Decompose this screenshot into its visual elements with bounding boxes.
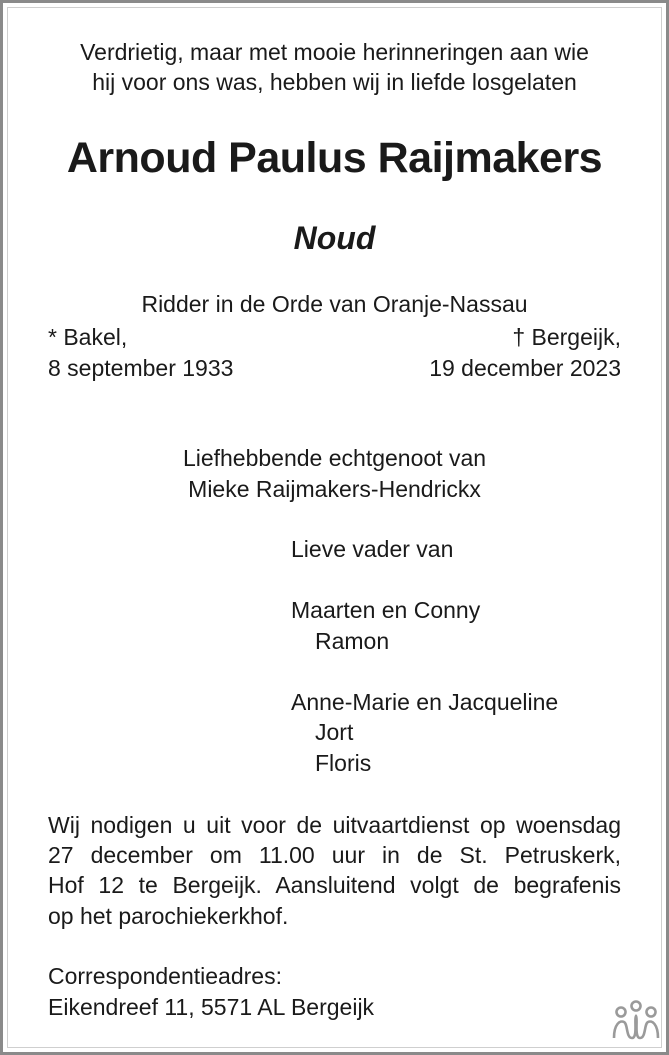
death-place: † Bergeijk, bbox=[512, 324, 621, 350]
deceased-name: Arnoud Paulus Raijmakers bbox=[66, 134, 603, 182]
spouse-line-2: Mieke Raijmakers-Hendrickx bbox=[188, 476, 481, 502]
birth-date: 8 september 1933 bbox=[48, 355, 234, 381]
family-child: Floris bbox=[315, 750, 372, 776]
spouse-line-1: Liefhebbende echtgenoot van bbox=[182, 445, 487, 471]
service-line-3: Hof 12 te Bergeijk. Aansluitend volgt de begrafenis bbox=[48, 872, 621, 898]
people-group-icon bbox=[612, 1000, 660, 1040]
intro-line-1: Verdrietig, maar met mooie herinneringen aan wie bbox=[80, 39, 589, 65]
service-line-1: Wij nodigen u uit voor de uitvaartdienst op woensdag bbox=[48, 812, 621, 838]
family-parents-1: Maarten en Conny bbox=[291, 597, 481, 623]
correspondence-label: Correspondentieadres: bbox=[48, 963, 282, 989]
service-line-2: 27 december om 11.00 uur in de St. Petruskerk, bbox=[48, 842, 621, 868]
correspondence-address: Eikendreef 11, 5571 AL Bergeijk bbox=[48, 994, 375, 1020]
family-child: Jort bbox=[315, 719, 354, 745]
death-date: 19 december 2023 bbox=[429, 355, 621, 381]
father-label: Lieve vader van bbox=[291, 536, 454, 562]
birth-place: * Bakel, bbox=[48, 324, 128, 350]
honor: Ridder in de Orde van Oranje-Nassau bbox=[141, 291, 528, 317]
nickname: Noud bbox=[293, 220, 376, 256]
family-child: Ramon bbox=[315, 628, 390, 654]
service-line-4: op het parochiekerkhof. bbox=[48, 903, 289, 929]
intro-line-2: hij voor ons was, hebben wij in liefde losgelaten bbox=[92, 69, 577, 95]
family-parents-2: Anne-Marie en Jacqueline bbox=[291, 689, 559, 715]
